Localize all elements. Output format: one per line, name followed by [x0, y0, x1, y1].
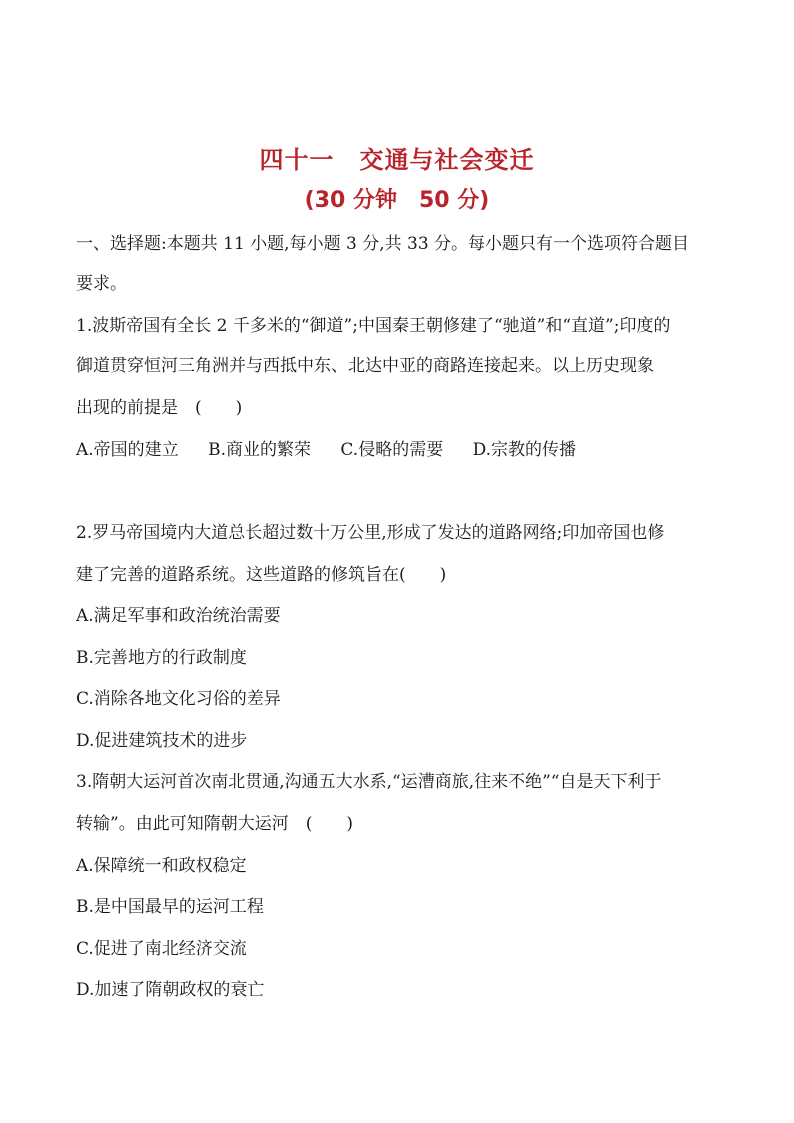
question-1-option-b: B.商业的繁荣 — [208, 440, 311, 460]
question-2-stem-line-1: 2.罗马帝国境内大道总长超过数十万公里,形成了发达的道路网络;印加帝国也修 — [76, 523, 665, 543]
question-2-option-b: B.完善地方的行政制度 — [76, 648, 247, 668]
question-1-option-c: C.侵略的需要 — [340, 440, 444, 460]
instruction-line-1: 一、选择题:本题共 11 小题,每小题 3 分,共 33 分。每小题只有一个选项符合题目 — [76, 234, 690, 254]
question-1-stem-line-1: 1.波斯帝国有全长 2 千多米的“御道”;中国秦王朝修建了“驰道”和“直道”;印度的 — [76, 316, 671, 336]
question-1-stem-line-3: 出现的前提是 ( ) — [76, 398, 243, 418]
question-3-option-d: D.加速了隋朝政权的衰亡 — [76, 980, 265, 1000]
question-2-option-c: C.消除各地文化习俗的差异 — [76, 689, 281, 709]
question-1-option-d: D.宗教的传播 — [472, 440, 577, 460]
question-2-option-d: D.促进建筑技术的进步 — [76, 731, 248, 751]
instruction-line-2: 要求。 — [76, 274, 127, 294]
page-title: 四十一 交通与社会变迁 — [259, 146, 535, 174]
question-2-stem-line-2: 建了完善的道路系统。这些道路的修筑旨在( ) — [76, 565, 447, 585]
question-1-option-a: A.帝国的建立 — [76, 440, 179, 460]
question-1-options — [76, 437, 726, 463]
question-3-stem-line-1: 3.隋朝大运河首次南北贯通,沟通五大水系,“运漕商旅,往来不绝”“自是天下利于 — [76, 772, 662, 792]
page-subtitle: (30 分钟 50 分) — [304, 188, 490, 213]
question-3-stem-line-2: 转输”。由此可知隋朝大运河 ( ) — [76, 814, 353, 834]
question-3-option-b: B.是中国最早的运河工程 — [76, 897, 264, 917]
question-1-stem-line-2: 御道贯穿恒河三角洲并与西抵中东、北达中亚的商路连接起来。以上历史现象 — [76, 356, 654, 376]
question-2-option-a: A.满足军事和政治统治需要 — [76, 606, 281, 626]
question-3-option-c: C.促进了南北经济交流 — [76, 939, 247, 959]
question-3-option-a: A.保障统一和政权稳定 — [76, 856, 247, 876]
